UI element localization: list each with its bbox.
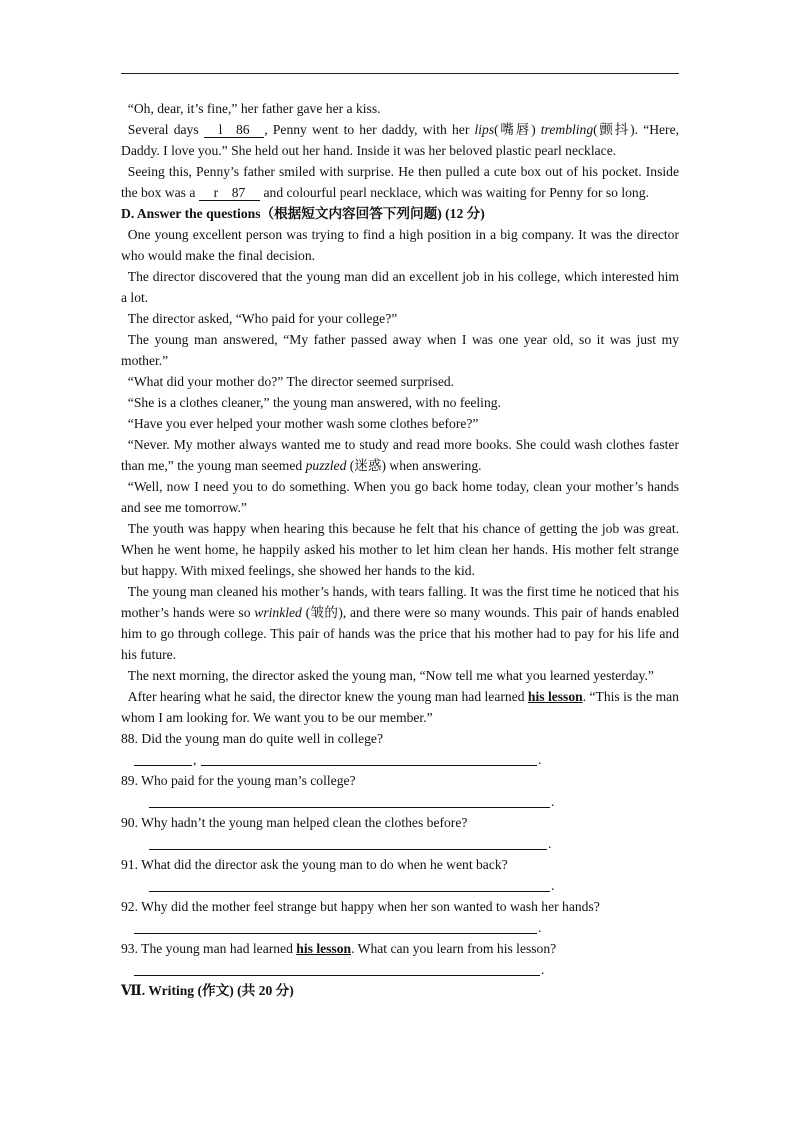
passage-paragraph: “What did your mother do?” The director seemed surprised. [127, 374, 455, 389]
answer-91-line[interactable] [149, 891, 550, 892]
passage-paragraph: The youth was happy when hearing this because he felt that his chance of getting the job was great. When he went home, he happily asked his mother to let him clean her hands. His mother felt strange but happy. With mixed feelings, she showed her hands to the kid. [121, 521, 679, 578]
blank-87[interactable]: r 87 [199, 185, 260, 201]
question-92: 92. Why did the mother feel strange but happy when her son wanted to wash her hands? [121, 899, 600, 914]
story-paragraph-87: Seeing this, Penny’s father smiled with surprise. He then pulled a cute box out of his pocket. Inside the box was a r 87 and colourful pearl necklace, which was waiting for Penny for so long. [121, 164, 679, 200]
writing-heading: Ⅶ. Writing (作文) (共 20 分) [121, 983, 294, 998]
passage-paragraph: “Well, now I need you to do something. When you go back home today, clean your mother’s hands and see me tomorrow.” [121, 479, 679, 515]
question-90: 90. Why hadn’t the young man helped clean the clothes before? [121, 815, 468, 830]
answer-93-line[interactable] [134, 975, 540, 976]
passage-paragraph: One young excellent person was trying to find a high position in a big company. It was the director who would make the final decision. [121, 227, 679, 263]
passage-paragraph: The next morning, the director asked the young man, “Now tell me what you learned yesterday.” [127, 668, 654, 683]
question-93: 93. The young man had learned his lesson. What can you learn from his lesson? [121, 941, 557, 956]
blank-86[interactable]: l 86 [204, 122, 265, 138]
answer-90: . [121, 833, 679, 854]
answer-89-line[interactable] [149, 807, 550, 808]
answer-92: . [121, 917, 679, 938]
header-rule [121, 73, 679, 74]
passage-paragraph-puzzled: “Never. My mother always wanted me to study and read more books. She could wash clothes faster than me,” the young man seemed puzzled (迷惑) when answering. [121, 437, 679, 473]
passage-paragraph-lesson: After hearing what he said, the director knew the young man had learned his lesson. “This is the man whom I am looking for. We want you to be our member.” [121, 689, 679, 725]
passage-paragraph-wrinkled: The young man cleaned his mother’s hands, with tears falling. It was the first time he noticed that his mother’s hands were so wrinkled (皱的), and there were so many wounds. This pair of hands enabled him to go through college. This pair of hands was the price that his mother had to pay for his life and his future. [121, 584, 679, 662]
answer-90-line[interactable] [149, 849, 547, 850]
answer-92-line[interactable] [134, 933, 537, 934]
passage-paragraph: The director asked, “Who paid for your college?” [127, 311, 398, 326]
answer-93: . [121, 959, 679, 980]
question-91: 91. What did the director ask the young man to do when he went back? [121, 857, 508, 872]
answer-91: . [121, 875, 679, 896]
question-89: 89. Who paid for the young man’s college? [121, 773, 356, 788]
answer-88-line[interactable] [201, 765, 537, 766]
answer-88-short-line[interactable] [134, 765, 192, 766]
document-page [121, 98, 679, 1001]
answer-89: . [121, 791, 679, 812]
story-paragraph: “Oh, dear, it’s fine,” her father gave her a kiss. [127, 101, 381, 116]
section-d-heading: D. Answer the questions（根据短文内容回答下列问题) (12 分) [121, 206, 485, 221]
answer-88: , . [121, 749, 679, 770]
story-paragraph-86: Several days l 86 , Penny went to her daddy, with her lips(嘴唇) trembling(颤抖). “Here, Daddy. I love you.” She held out her hand. Inside it was her beloved plastic pearl necklace. [121, 122, 680, 158]
passage-paragraph: “Have you ever helped your mother wash some clothes before?” [127, 416, 479, 431]
passage-paragraph: “She is a clothes cleaner,” the young man answered, with no feeling. [127, 395, 501, 410]
passage-paragraph: The director discovered that the young man did an excellent job in his college, which interested him a lot. [121, 269, 679, 305]
question-88: 88. Did the young man do quite well in college? [121, 731, 383, 746]
passage-paragraph: The young man answered, “My father passed away when I was one year old, so it was just my mother.” [121, 332, 679, 368]
